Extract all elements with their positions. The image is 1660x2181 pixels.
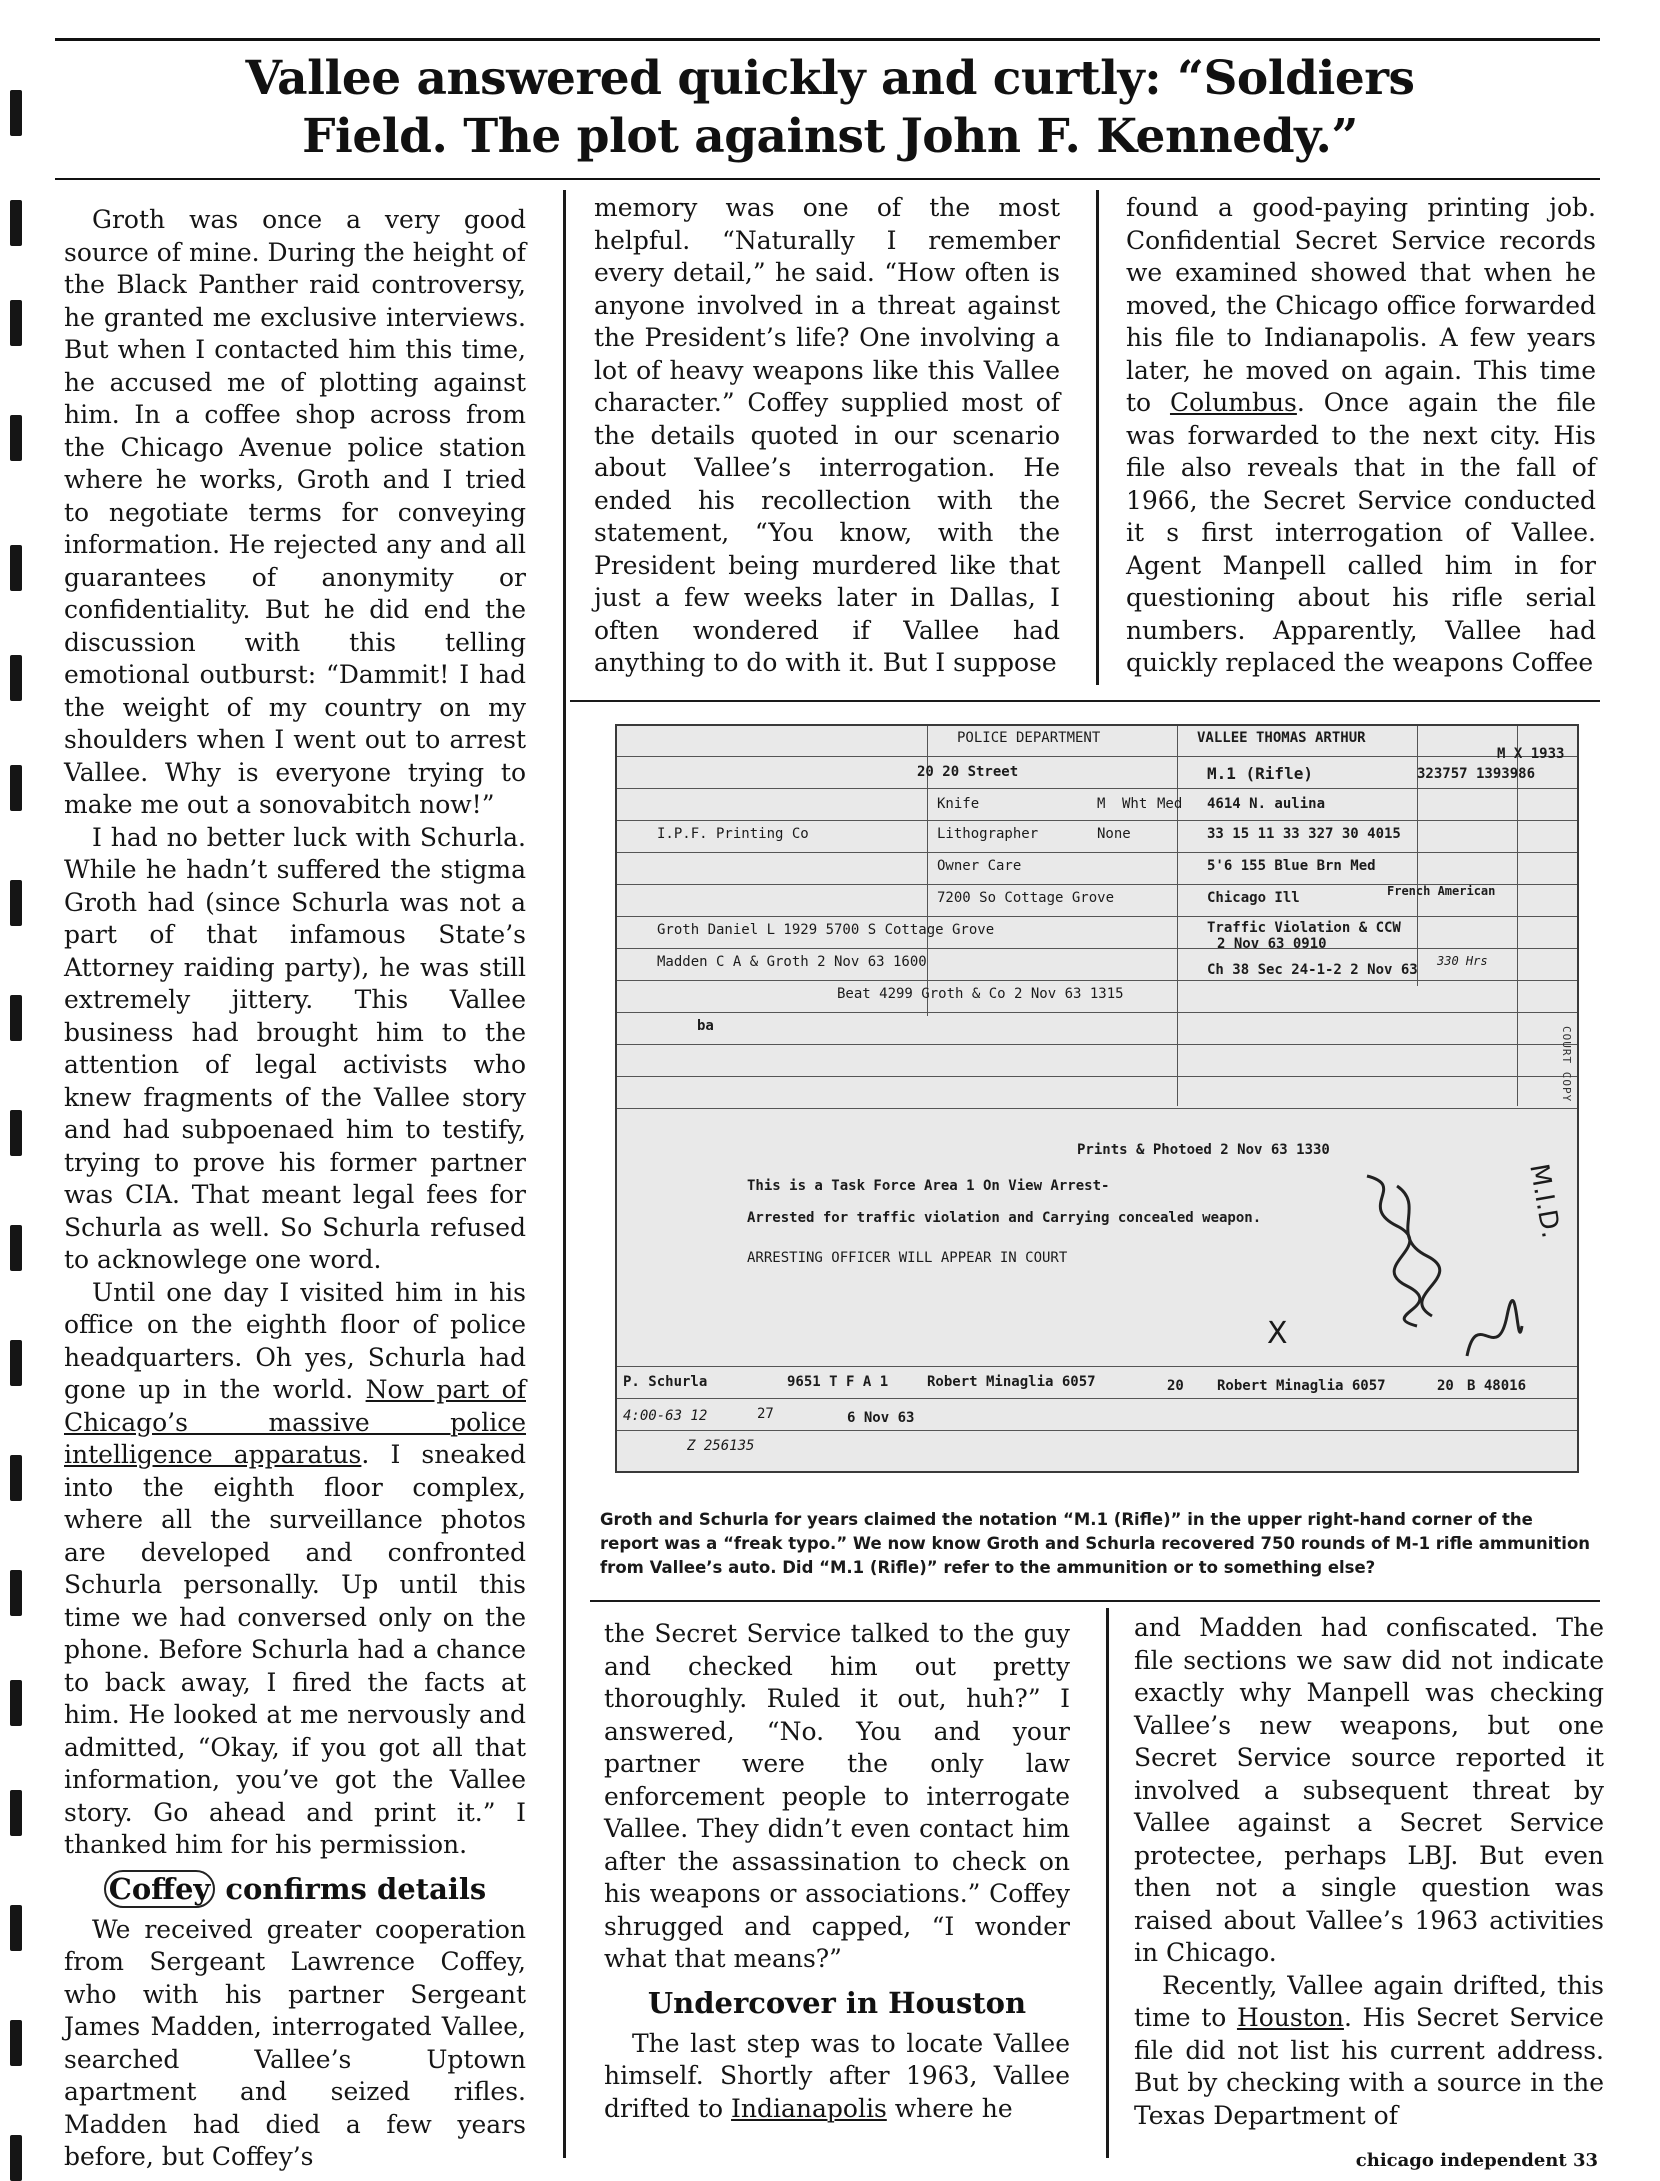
form-birthplace: Chicago Ill: [1207, 890, 1300, 906]
form-name: VALLEE THOMAS ARTHUR: [1197, 730, 1366, 746]
form-handwritten-hrs: 330 Hrs: [1437, 954, 1488, 968]
paragraph: [604, 2028, 1070, 2126]
binder-hole: [10, 880, 22, 926]
binder-hole: [10, 1455, 22, 1501]
paragraph: [1134, 1970, 1604, 2133]
column-rule: [1106, 1608, 1109, 2158]
form-occupation: Lithographer: [937, 826, 1039, 842]
form-employer: I.P.F. Printing Co: [657, 826, 809, 842]
form-unit-2: 20: [1437, 1378, 1454, 1394]
form-none: None: [1097, 826, 1131, 842]
binder-hole: [10, 200, 22, 246]
form-col-line: [1177, 726, 1178, 1106]
right-top-column: [1126, 192, 1596, 682]
paragraph: memory was one of the most helpful. “Naturally I remember every detail,” he said. “How often is anyone involved in a threat against the President’s life? One involving a lot of heavy weapons like this Vallee character.” Coffey supplied most of the details quoted in our scenario about Vallee’s interrogation. He ended his recollection with the statement, “You know, with the President being murdered like that just a few weeks later in Dallas, I often wondered if Vallee had anything to do with it. But I suppose: [594, 193, 1060, 677]
binder-hole: [10, 1110, 22, 1156]
form-row-line: [617, 820, 1577, 821]
text-run: . I sneaked into the eighth floor complex, where all the surveillance photos are developed and confronted Schurla personally. Up until this time we had conversed only on the phone. Before Schurla had a chance to back away, I fired the facts at him. He looked at me nervously and admitted, “Okay, if you got all that information, you’ve got the Vallee story. Go ahead and print it.” I thanked him for his permission.: [64, 1440, 527, 1859]
text-run: . His Secret Service file did not list his current address. But by checking with a source in the Texas Department of: [1134, 2003, 1604, 2130]
form-unit: 20: [1167, 1378, 1184, 1394]
form-charge-date: 2 Nov 63 0910: [1217, 936, 1327, 952]
form-charge: Traffic Violation & CCW: [1207, 920, 1401, 936]
caption-rule: [590, 1600, 1600, 1602]
binder-hole: [10, 995, 22, 1041]
form-birth-ssn: 33 15 11 33 327 30 4015: [1207, 826, 1401, 842]
form-arrested-for: Arrested for traffic violation and Carrying concealed weapon.: [747, 1210, 1262, 1226]
binder-hole: [10, 1570, 22, 1616]
form-race: Wht: [1122, 796, 1148, 812]
page-footer: chicago independent 33: [1355, 2150, 1598, 2171]
form-row-line: [617, 948, 1577, 949]
form-row-line: [617, 1108, 1577, 1109]
binder-edge: [0, 0, 60, 2167]
text-run: The last step was to locate Vallee himself. Shortly after 1963, Vallee drifted to: [604, 2028, 1070, 2123]
form-booking-officer: Robert Minaglia 6057: [927, 1374, 1096, 1390]
paragraph: Groth was once a very good source of mine. During the height of the Black Panther raid controversy, he granted me exclusive interviews. But when I contacted him this time, he accused me of plotting against him. In a coffee shop across from the Chicago Avenue police station where he works, Groth and I tried to negotiate terms for conveying information. He rejected any and all guarantees of anonymity or confidentiality. But he did end the discussion with this telling emotional outburst: “Dammit! I had the weight of my country on my shoulders when I went out to arrest Vallee. Why is everyone trying to make me out a sonovabitch now!”: [64, 205, 526, 819]
form-ir-numbers: 323757 1393986: [1417, 766, 1536, 782]
binder-hole: [10, 545, 22, 591]
form-row-line: [617, 756, 1577, 757]
binder-hole: [10, 415, 22, 461]
photo-top-rule: [570, 700, 1600, 702]
arrest-report-form: [615, 724, 1579, 1473]
headline-rule: [55, 178, 1600, 180]
subheading-coffey: [64, 1870, 526, 1908]
form-ba: ba: [697, 1018, 714, 1034]
column-rule: [1096, 190, 1099, 685]
paragraph: the Secret Service talked to the guy and checked him out pretty thoroughly. Ruled it out, huh?” I answered, “No. You and your partner were the only law enforcement people to interrogate Vallee. They didn’t even contact him after the assassination to check on his weapons or associations.” Coffey shrugged and capped, “I wonder what that means?”: [604, 1619, 1070, 1973]
headline-line-2: Field. The plot against John F. Kennedy.”: [302, 109, 1358, 164]
text-run: . Once again the file was forwarded to the next city. His file also reveals that in the fall of 1966, the Secret Service conducted it s first interrogation of Vallee. Agent Manpell called him in for questioning about his rifle serial numbers. Apparently, Vallee had quickly replaced the weapons Coffee: [1126, 388, 1596, 677]
form-task-force: This is a Task Force Area 1 On View Arrest-: [747, 1178, 1110, 1194]
text-run: Recently, Vallee again drifted, this time to: [1134, 1970, 1604, 2032]
form-height-weight: 5'6 155 Blue Brn Med: [1207, 858, 1376, 874]
binder-hole: [10, 1225, 22, 1271]
form-handwritten-x: X: [1267, 1316, 1288, 1351]
form-arrestee: Groth Daniel L 1929 5700 S Cottage Grove: [657, 922, 995, 938]
paragraph: and Madden had confiscated. The file sections we saw did not indicate exactly why Manpell was checking Vallee’s new weapons, but one Secret Service source reported it involved a subsequent threat by Vallee against a Secret Service protectee, perhaps LBJ. But even then not a single question was raised about Vallee’s 1963 activities in Chicago.: [1134, 1613, 1604, 1967]
binder-hole: [10, 1905, 22, 1951]
form-dept: POLICE DEPARTMENT: [957, 730, 1101, 746]
form-address: 20 20 Street: [917, 764, 1019, 780]
form-row-line: [617, 852, 1577, 853]
form-col-line: [1517, 726, 1518, 1106]
form-beat: Beat 4299 Groth & Co 2 Nov 63 1315: [837, 986, 1124, 1002]
form-build: Med: [1157, 796, 1183, 812]
initials-scribble: [1457, 1296, 1527, 1376]
binder-hole: [10, 1680, 22, 1726]
form-bottom-no: Z 256135: [687, 1438, 755, 1454]
right-bottom-column: [1134, 1612, 1604, 2137]
middle-bottom-column: [604, 1618, 1070, 2138]
binder-hole: [10, 1790, 22, 1836]
form-court-copy-label: COURT COPY: [1560, 1026, 1573, 1103]
binder-hole: [10, 90, 22, 136]
paragraph: I had no better luck with Schurla. While he hadn’t suffered the stigma Groth had (since Schurla was not a part of that infamous State’s Attorney raiding party), he was still extremely jittery. This Vallee business had brought him to the attention of legal activists who knew fragments of the Vallee story and had subpoenaed him to testify, trying to prove his former partner was CIA. That meant legal fees for Schurla as well. So Schurla refused to acknowlege one word.: [64, 822, 526, 1274]
binder-hole: [10, 300, 22, 346]
circled-word: Coffey: [104, 1870, 216, 1908]
form-row-line: [617, 1430, 1577, 1431]
subheading-text: confirms details: [225, 1871, 487, 1906]
form-searched-by: Robert Minaglia 6057: [1217, 1378, 1386, 1394]
text-run: Until one day I visited him in his office on the eighth floor of police headquarters. Oh yes, Schurla had gone up in the world.: [64, 1277, 526, 1404]
arrest-report-photo: [590, 712, 1600, 1507]
form-row-line: [617, 916, 1577, 917]
form-arms: Knife: [937, 796, 980, 812]
left-column: [64, 204, 527, 2171]
form-sex: M: [1097, 796, 1106, 812]
headline: [60, 50, 1600, 166]
text-run: where he: [886, 2093, 1013, 2123]
form-row-line: [617, 1366, 1577, 1367]
underlined-text: Now part of Chicago’s massive police intelligence apparatus: [64, 1375, 526, 1469]
form-descent: French American: [1387, 884, 1496, 898]
form-row-line: [617, 980, 1577, 981]
form-row-line: [617, 1044, 1577, 1045]
form-col-line: [1417, 726, 1418, 986]
binder-hole: [10, 1340, 22, 1386]
paragraph: [64, 1277, 526, 1862]
form-row-line: [617, 1012, 1577, 1013]
subheading-houston: Undercover in Houston: [647, 1985, 1027, 2020]
column-rule: [563, 190, 566, 2158]
form-address-2: 7200 So Cottage Grove: [937, 890, 1115, 906]
signature-scribble: [1347, 1166, 1447, 1336]
form-charge-ref: Ch 38 Sec 24-1-2 2 Nov 63: [1207, 962, 1418, 978]
form-property-no: B 48016: [1467, 1378, 1527, 1394]
form-madden: Madden C A & Groth 2 Nov 63 1600: [657, 954, 927, 970]
form-prints: Prints & Photoed 2 Nov 63 1330: [1077, 1142, 1330, 1158]
headline-line-1: Vallee answered quickly and curtly: “Soldiers: [245, 51, 1415, 106]
form-ir-no: M X 1933: [1497, 746, 1565, 762]
form-handwritten-date: 4:00-63 12: [623, 1408, 708, 1424]
paragraph: [1126, 192, 1596, 680]
form-court: ARRESTING OFFICER WILL APPEAR IN COURT: [747, 1250, 1068, 1266]
middle-top-column: [594, 192, 1060, 682]
form-officer: P. Schurla: [623, 1374, 708, 1390]
form-handwritten-mid: M.I.D.: [1523, 1161, 1566, 1241]
binder-hole: [10, 2020, 22, 2066]
form-home: 4614 N. aulina: [1207, 796, 1326, 812]
form-row-line: [617, 788, 1577, 789]
binder-hole: [10, 765, 22, 811]
form-owner: Owner Care: [937, 858, 1022, 874]
underlined-text: Houston: [1236, 2003, 1344, 2032]
underlined-text: Columbus: [1169, 388, 1297, 417]
form-weapon-notation: M.1 (Rifle): [1207, 764, 1313, 783]
form-date-27: 27: [757, 1406, 774, 1422]
form-row-line: [617, 1076, 1577, 1077]
binder-hole: [10, 655, 22, 701]
paragraph: We received greater cooperation from Sergeant Lawrence Coffey, who with his partner Sergeant James Madden, interrogated Vallee, searched Vallee’s Uptown apartment and seized rifles. Madden had died a few years before, but Coffey’s: [64, 1914, 526, 2171]
binder-hole: [10, 2135, 22, 2181]
form-released: 6 Nov 63: [847, 1410, 915, 1426]
top-rule: [55, 38, 1600, 41]
underlined-text: Indianapolis: [731, 2093, 887, 2123]
text-run: found a good-paying printing job. Confidential Secret Service records we examined showed that when he moved, the Chicago office forwarded his file to Indianapolis. A few years later, he moved on again. This time to: [1126, 193, 1596, 417]
form-row-line: [617, 1398, 1577, 1399]
photo-caption: Groth and Schurla for years claimed the notation “M.1 (Rifle)” in the upper right-hand corner of the report was a “freak typo.” We now know Groth and Schurla recovered 750 rounds of M-1 rifle ammunition from Vallee’s auto. Did “M.1 (Rifle)” refer to the ammunition or to something else?: [600, 1510, 1591, 1577]
form-officer-no: 9651 T F A 1: [787, 1374, 889, 1390]
